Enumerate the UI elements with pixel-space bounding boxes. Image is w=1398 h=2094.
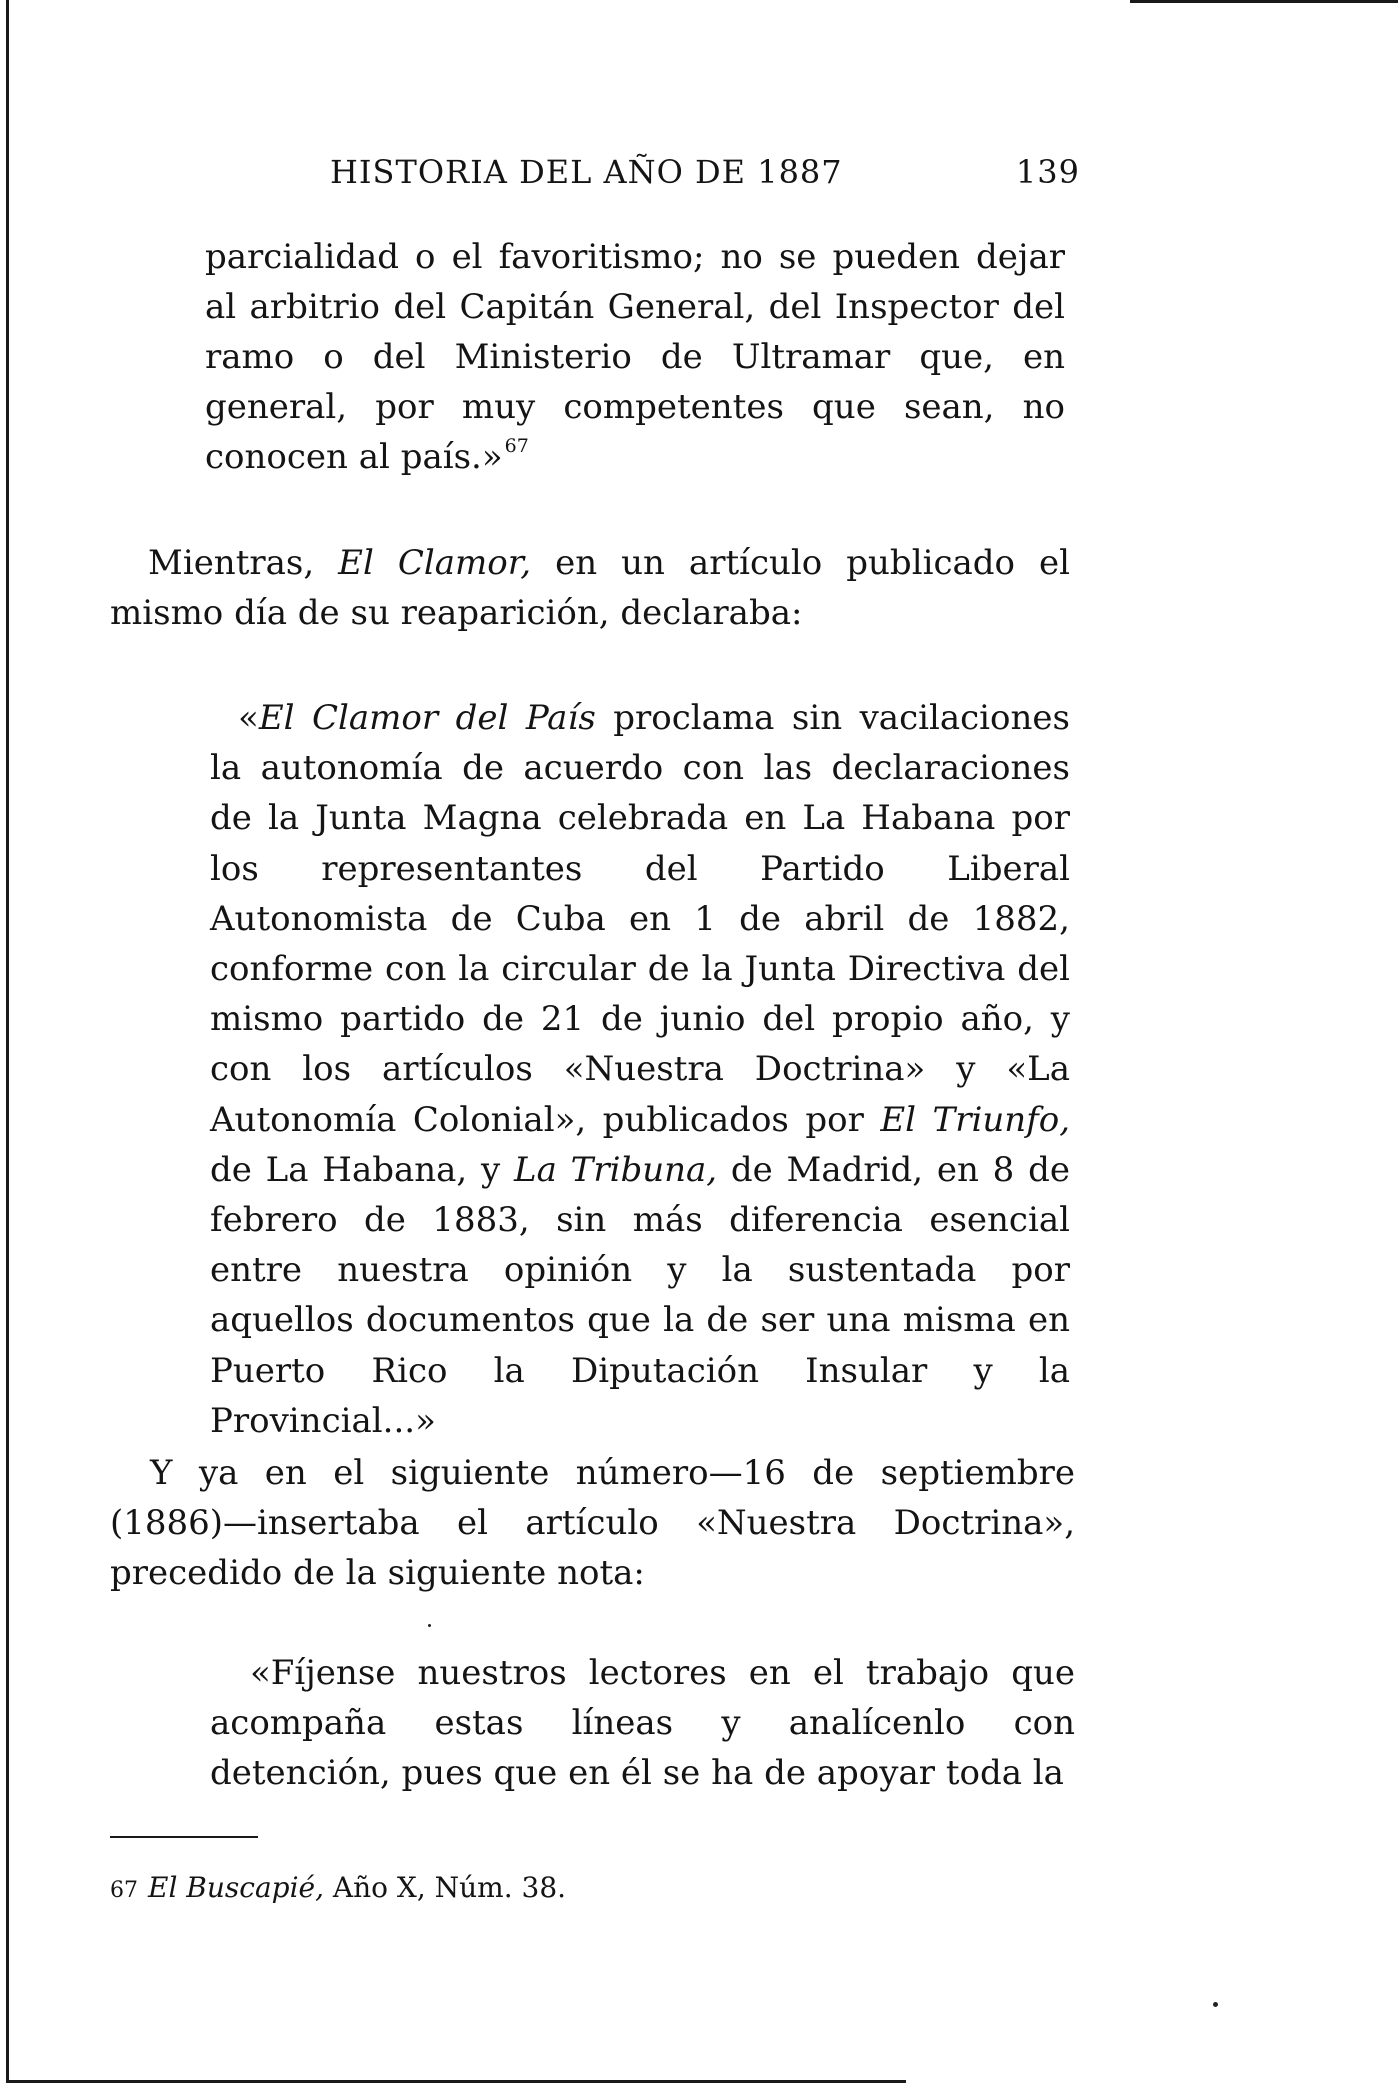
- scan-border-left: [6, 0, 9, 2082]
- footnote-detail: Año X, Núm. 38.: [324, 1871, 567, 1904]
- newspaper-title: El Clamor del País: [258, 698, 596, 738]
- footnote-source: El Buscapié,: [148, 1871, 324, 1904]
- paragraph-text: Y ya en el siguiente número—16 de septiembre (1886)—insertaba el artículo «Nuestra Doctrina», precedido de la siguiente nota:: [110, 1453, 1075, 1593]
- scan-border-top: [1130, 0, 1398, 3]
- paragraph-siguiente-numero: [110, 1448, 1075, 1598]
- block-quote-el-clamor: [210, 693, 1070, 1446]
- quote-text: proclama sin vacilaciones la autonomía de acuerdo con las declaraciones de la Junta Magna celebrada en La Habana por los representantes del Partido Liberal Autonomista de Cuba en 1 de abril de 1882, conforme con la circular de la Junta Directiva del mismo partido de 21 de junio del propio año, y con los artículos «Nuestra Doctrina» y «La Autonomía Colonial», publicados por: [210, 698, 1070, 1140]
- paragraph-continuation: [205, 232, 1065, 482]
- newspaper-title: El Clamor,: [338, 543, 532, 583]
- footnote-rule: [110, 1836, 258, 1838]
- quote-text: de La Habana, y: [210, 1149, 515, 1190]
- quote-text: «Fíjense nuestros lectores en el trabajo que acompaña estas líneas y analícenlo con detención, pues que en él se ha de apoyar toda la: [210, 1653, 1075, 1793]
- footnote-number: 67: [110, 1878, 138, 1903]
- stray-mark: [428, 1624, 431, 1627]
- quote-open: «: [238, 698, 259, 738]
- paragraph-text: parcialidad o el favoritismo; no se pueden dejar al arbitrio del Capitán General, del Inspector del ramo o del Ministerio de Ultramar que, en general, por muy competentes que sean, no conocen al país.»: [205, 237, 1065, 477]
- paragraph-text: en un artículo publicado el mismo día de su reaparición, declaraba:: [110, 543, 1070, 633]
- footnote-reference: 67: [504, 435, 529, 457]
- footnote: [110, 1868, 566, 1911]
- newspaper-title: La Tribuna,: [514, 1149, 718, 1190]
- paragraph-text: Mientras,: [148, 543, 339, 583]
- running-title: HISTORIA DEL AÑO DE 1887: [330, 153, 843, 191]
- paragraph-mientras: [110, 538, 1070, 638]
- quote-text: de Madrid, en 8 de febrero de 1883, sin más diferencia esencial entre nuestra opinión y la sustentada por aquellos documentos que la de ser una misma en Puerto Rico la Diputación Insular y la Provincial...»: [210, 1149, 1070, 1441]
- stray-mark: [1213, 2002, 1218, 2007]
- block-quote-fijense: [210, 1648, 1075, 1798]
- page-number: 139: [1015, 153, 1080, 191]
- scan-border-bottom: [6, 2080, 906, 2083]
- newspaper-title: El Triunfo,: [880, 1099, 1070, 1140]
